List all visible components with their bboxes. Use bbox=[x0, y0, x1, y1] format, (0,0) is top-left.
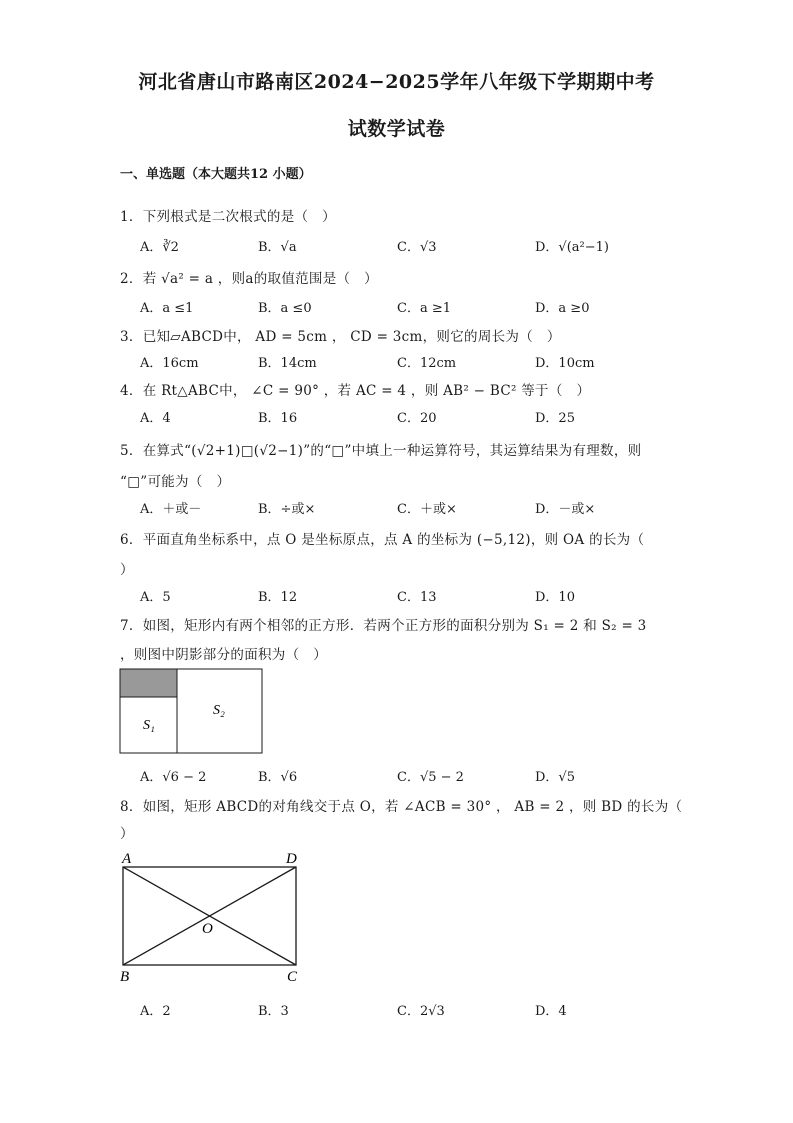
paper-title-line-2: 试数学试卷 bbox=[347, 118, 446, 140]
q7-option-c: C．√5 − 2 bbox=[397, 770, 464, 785]
q5-option-d: D．－或× bbox=[535, 502, 596, 517]
q2-option-b: B．a ≤0 bbox=[258, 301, 312, 316]
q7-label-s2: S₂ bbox=[213, 703, 225, 718]
q3-option-c: C．12cm bbox=[397, 356, 457, 371]
question-2-stem: 2．若 √a² = a ，则a的取值范围是（ ） bbox=[120, 271, 378, 287]
q6-option-c: C．13 bbox=[397, 590, 437, 605]
question-1-stem: 1．下列根式是二次根式的是（ ） bbox=[120, 209, 336, 225]
q1-option-d: D．√(a²−1) bbox=[535, 240, 609, 255]
q6-option-b: B．12 bbox=[258, 590, 298, 605]
q8-option-c: C．2√3 bbox=[397, 1004, 445, 1019]
question-5-stem-line-1: 5．在算式“(√2+1)□(√2−1)”的“□”中填上一种运算符号，其运算结果为有理数，则 bbox=[120, 443, 642, 459]
q5-option-b: B．÷或× bbox=[258, 502, 316, 517]
question-3-stem: 3．已知▱ABCD中， AD = 5cm ， CD = 3cm，则它的周长为（ ） bbox=[120, 329, 561, 345]
q7-option-d: D．√5 bbox=[535, 770, 575, 785]
question-7-stem-line-2: ，则图中阴影部分的面积为（ ） bbox=[120, 647, 327, 663]
q3-option-d: D．10cm bbox=[535, 356, 595, 371]
q1-option-a: A．∛2 bbox=[140, 240, 179, 255]
q7-shaded-region bbox=[120, 669, 177, 697]
question-8-stem-line-2: ） bbox=[120, 826, 134, 842]
q3-option-a: A．16cm bbox=[140, 356, 199, 371]
q1-option-b: B．√a bbox=[258, 240, 297, 255]
q4-option-a: A．4 bbox=[140, 411, 171, 426]
q2-option-d: D．a ≥0 bbox=[535, 301, 590, 316]
q3-option-b: B．14cm bbox=[258, 356, 317, 371]
q5-option-c: C．＋或× bbox=[397, 502, 457, 517]
q8-option-a: A．2 bbox=[140, 1004, 171, 1019]
question-4-stem: 4．在 Rt△ABC中， ∠C = 90° ，若 AC = 4 ，则 AB² − BC² 等于（ ） bbox=[120, 383, 591, 399]
question-7-stem-line-1: 7．如图，矩形内有两个相邻的正方形．若两个正方形的面积分别为 S₁ = 2 和 S₂ = 3 bbox=[120, 618, 647, 634]
q4-option-b: B．16 bbox=[258, 411, 298, 426]
q8-label-c: C bbox=[287, 969, 298, 985]
q7-figure bbox=[119, 668, 265, 756]
q7-option-b: B．√6 bbox=[258, 770, 298, 785]
q8-label-o: O bbox=[202, 921, 213, 937]
q2-option-a: A．a ≤1 bbox=[140, 301, 194, 316]
q8-label-d: D bbox=[286, 851, 297, 867]
paper-title-line-1: 河北省唐山市路南区2024−2025学年八年级下学期期中考 bbox=[138, 71, 655, 93]
q8-option-d: D．4 bbox=[535, 1004, 567, 1019]
q8-figure bbox=[116, 847, 306, 985]
question-6-stem-line-2: ） bbox=[120, 562, 134, 578]
q7-label-s1: S₁ bbox=[143, 718, 155, 733]
q7-option-a: A．√6 − 2 bbox=[140, 770, 207, 785]
q6-option-a: A．5 bbox=[140, 590, 171, 605]
q2-option-c: C．a ≥1 bbox=[397, 301, 451, 316]
q1-option-c: C．√3 bbox=[397, 240, 437, 255]
question-5-stem-line-2: “□”可能为（ ） bbox=[120, 474, 231, 490]
question-6-stem-line-1: 6．平面直角坐标系中，点 O 是坐标原点，点 A 的坐标为 (−5,12)，则 OA 的长为（ bbox=[120, 532, 645, 548]
q6-option-d: D．10 bbox=[535, 590, 575, 605]
question-8-stem-line-1: 8．如图，矩形 ABCD的对角线交于点 O，若 ∠ACB = 30° ， AB = 2 ，则 BD 的长为（ bbox=[120, 799, 683, 815]
section-heading: 一、单选题（本大题共12 小题） bbox=[120, 167, 312, 182]
q5-option-a: A．＋或－ bbox=[140, 502, 202, 517]
q4-option-d: D．25 bbox=[535, 411, 575, 426]
q4-option-c: C．20 bbox=[397, 411, 437, 426]
q8-option-b: B．3 bbox=[258, 1004, 289, 1019]
q8-label-b: B bbox=[120, 969, 130, 985]
q8-label-a: A bbox=[122, 851, 132, 867]
